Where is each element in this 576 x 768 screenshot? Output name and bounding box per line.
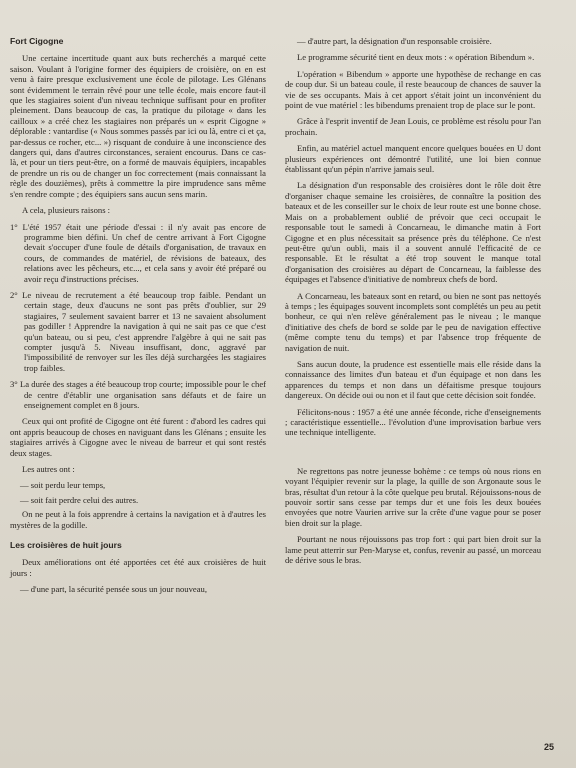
paragraph: Grâce à l'esprit inventif de Jean Louis, ce problème est résolu pour l'an prochain. bbox=[285, 116, 541, 137]
paragraph: A Concarneau, les bateaux sont en retard, ou bien ne sont pas nettoyés à temps ; les équipages souvent incomplets sont complétés un peu au petit bonheur, ce qui n'en relève généralement pas le niveau ; le manque d'initiative des chefs de bord se solde par le peu de navigation effective (même compte tenu du temps) et par l'absence trop fréquente de navigation de nuit. bbox=[285, 290, 541, 353]
paragraph: Pourtant ne nous réjouissons pas trop fort : qui part bien droit sur la lame peut atterrir sur Pen-Maryse et, confus, revenir au passé, un morceau de dérive sous le bras. bbox=[285, 534, 541, 566]
dash-item: — d'une part, la sécurité pensée sous un jour nouveau, bbox=[20, 584, 207, 595]
numbered-item: 2° Le niveau de recrutement a été beaucoup trop faible. Pendant un certain stage, deux d'aucuns ne sont pas prêts d'oublier, sur 29 stagiaires, 7 seulement savaient barrer et 13 ne savaient absolument pas godiller ! Apprendre la navigation à qui ne sait pas ce que c'est qu'un bateau, ou si peu, c'est apprendre l'algèbre à qui ne sait pas compter jusqu'à 5. Niveau insuffisant, donc, aggravé par l'impossibilité de renvoyer sur les îles déjà surchargées les stagiaires trop faibles. bbox=[10, 289, 266, 373]
paragraph: Le programme sécurité tient en deux mots : « opération Bibendum ». bbox=[297, 52, 535, 63]
paragraph: Une certaine incertitude quant aux buts recherchés a marqué cette saison. Voulant à l'origine former des équipiers de croisière, on en est venu à faire presque exclusivement une école de pilotage. Les Glénans sont évidemment le terrain rêvé pour une telle école, mais encore faut-il que les stagiaires soient d'un niveau technique suffisant pour en profiter pleinement. Dans beaucoup de cas, la pratique du pilotage « dans les cailloux » a créé chez les stagiaires non préparés un « esprit Cigogne » déplorable : vantardise (« Nous sommes passés par ici ou là, entre ci et ça, par-dessus ce rocher, etc... ») risquant de conduire à une inconscience des dangers qui, dans d'autres circonstances, seraient encourus. Dans ce cas-là, et pour un tiers peut-être, on a formé de mauvais équipiers, incapables de prendre un ris ou de changer un foc correctement (mais connaissant la règle des douzièmes), prêts à commettre la pire imprudence sans même s'en rendre compte ; des équipiers sans aucun sens marin. bbox=[10, 53, 266, 199]
paragraph: On ne peut à la fois apprendre à certains la navigation et à d'autres les mystères de la godille. bbox=[10, 509, 266, 530]
paragraph: Deux améliorations ont été apportées cet été aux croisières de huit jours : bbox=[10, 557, 266, 578]
section-heading-croisieres: Les croisières de huit jours bbox=[10, 540, 122, 551]
dash-item: — soit fait perdre celui des autres. bbox=[20, 494, 139, 505]
section-heading-fort-cigogne: Fort Cigogne bbox=[10, 36, 64, 46]
numbered-item: 1° L'été 1957 était une période d'essai : il n'y avait pas encore de programme bien défini. Un chef de centre arrivant à Fort Cigogne devait s'occuper d'une foule de détails d'organisation, de travaux en cours, de commandes de matériel, de révisions de bateaux, des relations avec les pêcheurs, etc..., et cela sans y avoir été préparé ou avoir reçu d'instructions précises. bbox=[10, 221, 266, 284]
paragraph: Ceux qui ont profité de Cigogne ont été furent : d'abord les cadres qui ont appris beaucoup de choses en naviguant dans les Glénans ; ensuite les stagiaires arrivés à Cigogne avec le niveau de barreur et qui sont restés deux stages. bbox=[10, 416, 266, 458]
paragraph: Les autres ont : bbox=[22, 464, 75, 475]
paragraph: L'opération « Bibendum » apporte une hypothèse de rechange en cas de coup dur. Si un bateau coule, il reste beaucoup de chances de sauver la vie de ses occupants. Mais à cet apport s'était joint un inconvénient du point de vue matériel : les bibendums prenaient trop de place sur le pont. bbox=[285, 68, 541, 111]
dash-item: — soit perdu leur temps, bbox=[20, 480, 106, 491]
paragraph: — d'autre part, la désignation d'un responsable croisière. bbox=[297, 36, 492, 46]
numbered-item: 3° La durée des stages a été beaucoup trop courte; impossible pour le chef de centre d'établir une organisation sans défauts et de faire un enseignement complet en 8 jours. bbox=[10, 379, 266, 410]
paragraph: Enfin, au matériel actuel manquent encore quelques bouées en U dont plusieurs expériences ont démontré l'utilité, une loi bien connue établissant qu'un pépin n'arrive jamais seul. bbox=[285, 143, 541, 175]
paragraph: A cela, plusieurs raisons : bbox=[22, 205, 111, 216]
left-column bbox=[10, 36, 266, 599]
paragraph: La désignation d'un responsable des croisières dont le rôle doit être d'organiser chaque semaine les croisières, de connaître la position des bateaux et de les conseiller sur le choix de leur route est une bonne chose. Mais on a probablement oublié de prévoir que ceci occupait le responsable tout le samedi à Concarneau, le dimanche matin à Fort Cigogne et en plus nécessitait sa présence près du téléphone. Ce n'est peut-être qu'un oubli, mais il a souvent annulé l'efficacité de ce responsable. Et le résultat a été trop souvent le manque total d'organisation des croisières au départ de Concarneau, la faiblesse des équipages et l'absence d'initiative de nombreux chefs de bord. bbox=[285, 180, 541, 285]
page-number: 25 bbox=[543, 742, 554, 752]
right-column bbox=[285, 36, 541, 571]
section-gap bbox=[285, 444, 541, 466]
paragraph: Félicitons-nous : 1957 a été une année féconde, riche d'enseignements ; caractéristique essentielle... l'évolution d'une improvisation barbue vers une technique intelligente. bbox=[285, 406, 541, 438]
paragraph: Ne regrettons pas notre jeunesse bohème : ce temps où nous rions en voyant l'équipier revenir sur la plage, la quille de son Argonaute sous le bras, résultat d'un retour à la côte quelque peu brutal. Réjouissons-nous de pouvoir sortir sans cesse par temps dur et une fois les deux bouées envoyées que notre Vaurien arrive sur la crête d'une vague pour se poser bien droit sur la plage. bbox=[285, 465, 541, 528]
paragraph: Sans aucun doute, la prudence est essentielle mais elle réside dans la connaissance des limites d'un bateau et d'un équipage et non dans les apparences du temps et non dans un défaitisme presque toujours dangereux. On décide oui ou non et il faut que cette décision soit fondée. bbox=[285, 358, 541, 401]
